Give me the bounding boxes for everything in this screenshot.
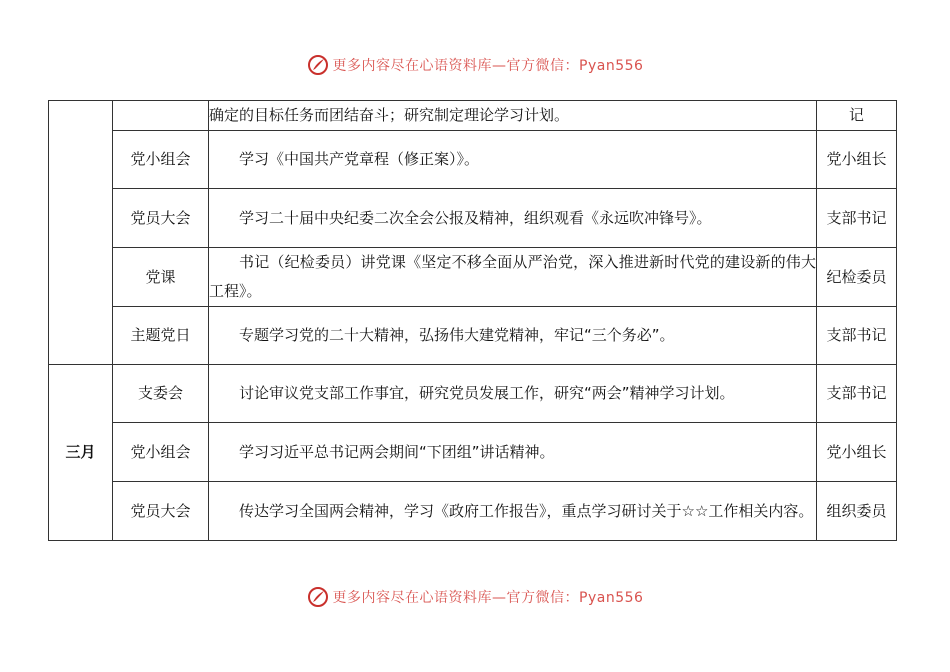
month-cell: 三月 <box>49 365 113 541</box>
responsible-cell: 支部书记 <box>817 307 897 365</box>
meeting-type-cell: 支委会 <box>113 365 209 423</box>
month-cell <box>49 101 113 365</box>
table-row <box>49 482 897 541</box>
responsible-cell: 支部书记 <box>817 365 897 423</box>
meeting-type-cell: 党员大会 <box>113 189 209 248</box>
watermark-text: 更多内容尽在心语资料库—官方微信：Pyan556 <box>332 58 644 74</box>
table-row <box>49 189 897 248</box>
content-cell: 讨论审议党支部工作事宜，研究党员发展工作，研究“两会”精神学习计划。 <box>209 365 817 423</box>
content-cell: 专题学习党的二十大精神，弘扬伟大建党精神，牢记“三个务必”。 <box>209 307 817 365</box>
meeting-type-cell: 党员大会 <box>113 482 209 541</box>
table-row <box>49 307 897 365</box>
responsible-cell: 组织委员 <box>817 482 897 541</box>
table-row <box>49 101 897 131</box>
table-row <box>49 423 897 482</box>
meeting-type-cell: 党小组会 <box>113 423 209 482</box>
table-row <box>49 131 897 189</box>
table-row <box>49 248 897 307</box>
meeting-type-cell: 主题党日 <box>113 307 209 365</box>
responsible-cell: 记 <box>817 101 897 131</box>
content-cell: 确定的目标任务而团结奋斗；研究制定理论学习计划。 <box>209 101 817 131</box>
watermark-bottom <box>0 583 950 611</box>
meeting-type-cell <box>113 101 209 131</box>
content-cell: 学习习近平总书记两会期间“下团组”讲话精神。 <box>209 423 817 482</box>
content-cell: 学习《中国共产党章程（修正案）》。 <box>209 131 817 189</box>
watermark-top <box>0 51 950 79</box>
table-row <box>49 365 897 423</box>
responsible-cell: 支部书记 <box>817 189 897 248</box>
feather-circle-logo-icon <box>307 54 329 76</box>
watermark-text: 更多内容尽在心语资料库—官方微信：Pyan556 <box>332 590 644 606</box>
content-cell: 书记（纪检委员）讲党课《坚定不移全面从严治党，深入推进新时代党的建设新的伟大工程》。 <box>209 248 817 307</box>
work-plan-table <box>48 100 897 541</box>
meeting-type-cell: 党课 <box>113 248 209 307</box>
responsible-cell: 党小组长 <box>817 131 897 189</box>
responsible-cell: 党小组长 <box>817 423 897 482</box>
content-cell: 学习二十届中央纪委二次全会公报及精神，组织观看《永远吹冲锋号》。 <box>209 189 817 248</box>
meeting-type-cell: 党小组会 <box>113 131 209 189</box>
content-cell: 传达学习全国两会精神，学习《政府工作报告》，重点学习研讨关于☆☆工作相关内容。 <box>209 482 817 541</box>
responsible-cell: 纪检委员 <box>817 248 897 307</box>
feather-circle-logo-icon <box>307 586 329 608</box>
